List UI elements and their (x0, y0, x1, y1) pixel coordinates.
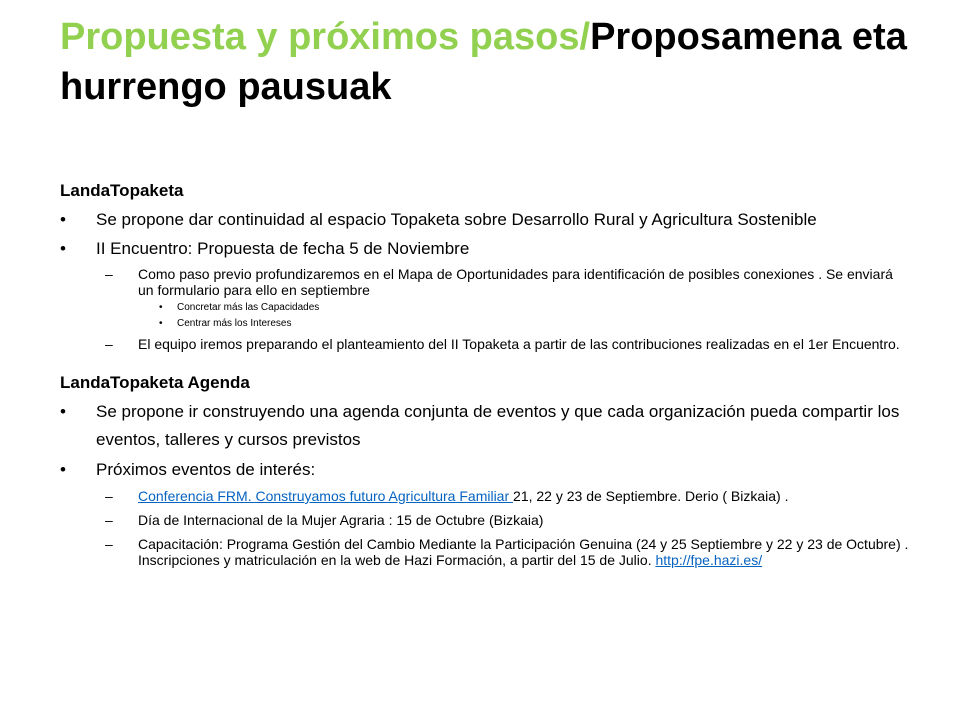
sub-bullet-mapa (60, 266, 910, 298)
dash-icon: – (105, 512, 113, 528)
sub-bullet-conferencia (60, 488, 910, 504)
bullet-text: Se propone dar continuidad al espacio Topaketa sobre Desarrollo Rural y Agricultura Sostenible (96, 210, 817, 229)
sub-bullet-mujer-agraria (60, 512, 910, 528)
sub-bullet-text: Como paso previo profundizaremos en el Mapa de Oportunidades para identificación de posibles conexiones . Se enviará un formulario para ello en septiembre (138, 266, 893, 298)
subsub-bullet-text: Centrar más los Intereses (177, 318, 292, 329)
slide-title (60, 12, 920, 112)
bullet-icon: • (159, 302, 163, 313)
bullet-text: Se propone ir construyendo una agenda conjunta de eventos y que cada organización pueda compartir los eventos, talleres y cursos previstos (96, 402, 900, 449)
dash-icon: – (105, 488, 113, 504)
sub-bullet-equipo (60, 336, 910, 352)
subsub-bullet-text: Concretar más las Capacidades (177, 302, 320, 313)
bullet-icon: • (60, 402, 66, 421)
section-heading-landatopaketa: LandaTopaketa (60, 181, 184, 200)
bullet-icon: • (159, 318, 163, 329)
dash-icon: – (105, 536, 113, 552)
bullet-agenda-conjunta (60, 398, 910, 454)
sub-bullet-text: El equipo iremos preparando el planteamiento del II Topaketa a partir de las contribuciones realizadas en el 1er Encuentro. (138, 336, 900, 352)
bullet-ii-encuentro (60, 239, 910, 258)
section-heading-agenda: LandaTopaketa Agenda (60, 373, 250, 392)
bullet-icon: • (60, 460, 66, 479)
sub-bullet-text: Capacitación: Programa Gestión del Cambio Mediante la Participación Genuina (24 y 25 Septiembre y 22 y 23 de Octubre) . Inscripciones y matriculación en la web de Hazi Formación, a partir del 15 de Julio. (138, 536, 909, 568)
dash-icon: – (105, 266, 113, 282)
hazi-fpe-link[interactable]: http://fpe.hazi.es/ (655, 552, 763, 568)
dash-icon: – (105, 336, 113, 352)
bullet-proximos-eventos (60, 460, 910, 479)
sub-bullet-text: 21, 22 y 23 de Septiembre. Derio ( Bizkaia) . (513, 488, 789, 504)
slide-content (60, 180, 910, 568)
title-green-part: Propuesta y próximos pasos/ (60, 16, 591, 58)
subsub-bullet-intereses (60, 317, 910, 330)
bullet-icon: • (60, 239, 66, 258)
title-black-part: Proposamena eta hurrengo pausuak (60, 16, 907, 108)
conferencia-frm-link[interactable]: Conferencia FRM. Construyamos futuro Agricultura Familiar (138, 488, 514, 504)
bullet-text: Próximos eventos de interés: (96, 460, 316, 479)
bullet-continuidad (60, 210, 910, 229)
subsub-bullet-capacidades (60, 301, 910, 314)
sub-bullet-capacitacion (60, 536, 910, 568)
bullet-text: II Encuentro: Propuesta de fecha 5 de Noviembre (96, 239, 470, 258)
bullet-icon: • (60, 210, 66, 229)
sub-bullet-text: Día de Internacional de la Mujer Agraria : 15 de Octubre (Bizkaia) (138, 512, 544, 528)
